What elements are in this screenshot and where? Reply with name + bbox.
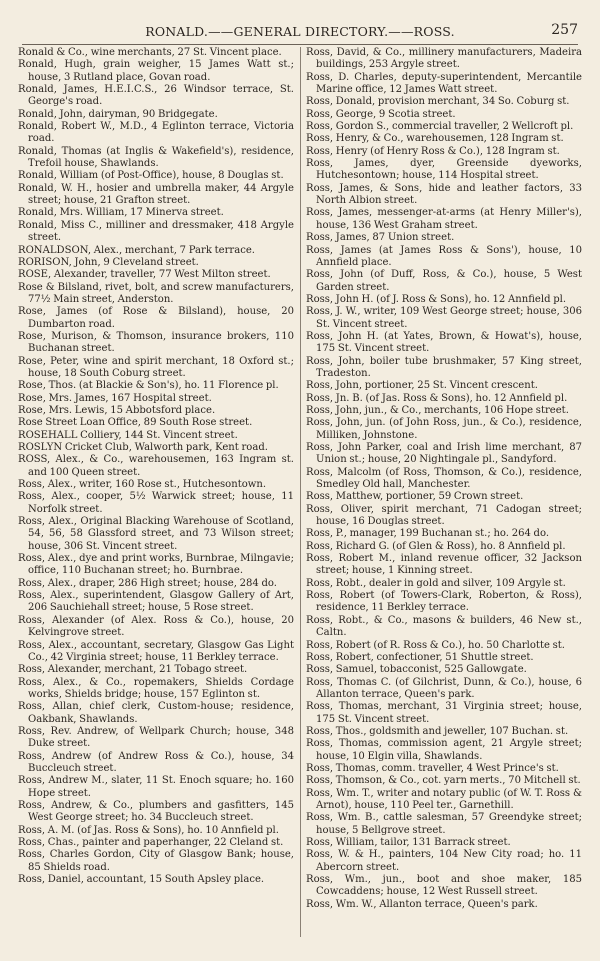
directory-entry: Ross, Malcolm (of Ross, Thomson, & Co.), residence, Smedley Old hall, Manchester.	[306, 466, 582, 491]
column-divider	[300, 47, 301, 937]
directory-entry: Ronald, James, H.E.I.C.S., 26 Windsor terrace, St. George's road.	[18, 84, 294, 108]
directory-entry: Ross, Wm. W., Allanton terrace, Queen's park.	[306, 898, 538, 910]
directory-entry: Ross, Thomas, merchant, 31 Virginia street; house, 175 St. Vincent street.	[306, 701, 582, 725]
directory-entry: Ross, Andrew M., slater, 11 St. Enoch square; ho. 160 Hope street.	[18, 775, 294, 799]
directory-entry: Ronald, Robert W., M.D., 4 Eglinton terrace, Victoria road.	[18, 121, 294, 145]
directory-entry: Ross, James (at James Ross & Sons'), house, 10 Annfield place.	[306, 244, 582, 268]
directory-entry: Ross, William, tailor, 131 Barrack street.	[306, 837, 511, 848]
left-column	[18, 47, 294, 937]
directory-entry: Ross, A. M. (of Jas. Ross & Sons), ho. 10 Annfield pl.	[18, 824, 279, 836]
directory-entry: Ronald, William (of Post-Office), house, 8 Douglas st.	[18, 170, 284, 182]
directory-entry: Ross, Alex., & Co., ropemakers, Shields Cordage works, Shields bridge; house, 157 Eglinton st.	[18, 676, 294, 700]
directory-entry: Ross, Oliver, spirit merchant, 71 Cadogan street; house, 16 Douglas street.	[306, 503, 582, 528]
directory-entry: Ross, John H. (at Yates, Brown, & Howat's), house, 175 St. Vincent street.	[306, 330, 582, 355]
directory-entry: Ross, George, 9 Scotia street.	[306, 108, 456, 120]
directory-entry: Ronald, Miss C., milliner and dressmaker, 418 Argyle street.	[18, 219, 294, 244]
directory-entry: Ross, Jn. B. (of Jas. Ross & Sons), ho. 12 Annfield pl.	[306, 392, 568, 404]
directory-entry: Ross, Donald, provision merchant, 34 So. Coburg st.	[306, 96, 570, 108]
directory-entry: Ross, Alexander (of Alex. Ross & Co.), house, 20 Kelvingrove street.	[18, 614, 294, 639]
directory-entry: Ross, Robert M., inland revenue officer, 32 Jackson street; house, 1 Kinning street.	[306, 553, 582, 577]
directory-entry: ROSS, Alex., & Co., warehousemen, 163 Ingram st. and 100 Queen street.	[18, 454, 294, 478]
directory-entry: Ross, Robt., & Co., masons & builders, 46 New st., Caltn.	[306, 614, 582, 639]
running-header	[22, 22, 578, 45]
directory-entry: Rose, Thos. (at Blackie & Son's), ho. 11 Florence pl.	[18, 380, 279, 392]
directory-entry: Ross, Chas., painter and paperhanger, 22 Cleland st.	[18, 837, 284, 848]
directory-entry: ROSEHALL Colliery, 144 St. Vincent street.	[18, 429, 238, 441]
directory-entry: ROSLYN Cricket Club, Walworth park, Kent road.	[18, 442, 268, 453]
directory-entry: Ross, John (of Duff, Ross, & Co.), house, 5 West Garden street.	[306, 269, 582, 293]
directory-entry: Ross, Andrew (of Andrew Ross & Co.), house, 34 Buccleuch street.	[18, 750, 294, 774]
directory-entry: Rose, Mrs. Lewis, 15 Abbotsford place.	[18, 404, 216, 416]
directory-entry: Ronald, Hugh, grain weigher, 15 James Watt st.; house, 3 Rutland place, Govan road.	[18, 59, 294, 83]
directory-entry: Ross, Henry (of Henry Ross & Co.), 128 Ingram st.	[306, 145, 560, 157]
directory-entry: Ross, Samuel, tobacconist, 525 Gallowgate.	[306, 664, 527, 676]
directory-entry: Ross, John Parker, coal and Irish lime merchant, 87 Union st.; house, 20 Nightingale pl., Sandyford.	[306, 442, 582, 466]
directory-entry: Ross, Robt., dealer in gold and silver, 109 Argyle st.	[306, 577, 566, 589]
directory-entry: Ross, Thomas, commission agent, 21 Argyle street; house, 10 Elgin villa, Shawlands.	[306, 738, 582, 762]
directory-entry: Ross, Rev. Andrew, of Wellpark Church; house, 348 Duke street.	[18, 725, 294, 750]
directory-entry: Ross, Wm. B., cattle salesman, 57 Greendyke street; house, 5 Bellgrove street.	[306, 812, 582, 836]
directory-entry: Ross, David, & Co., millinery manufacturers, Madeira buildings, 253 Argyle street.	[306, 47, 582, 71]
directory-entry: Rose, Mrs. James, 167 Hospital street.	[18, 392, 212, 404]
page-number: 257	[551, 22, 578, 38]
directory-entry: Ross, Gordon S., commercial traveller, 2 Wellcroft pl.	[306, 121, 574, 133]
right-column	[306, 47, 582, 937]
directory-entry: Ross, D. Charles, deputy-superintendent, Mercantile Marine office, 12 James Watt street.	[306, 71, 582, 96]
directory-entry: Ross, Robert (of Towers-Clark, Roberton, & Ross), residence, 11 Berkley terrace.	[306, 590, 582, 614]
directory-entry: Ross, W. & H., painters, 104 New City road; ho. 11 Abercorn street.	[306, 849, 582, 873]
directory-entry: RORISON, John, 9 Cleveland street.	[18, 256, 199, 268]
directory-entry: Ross, John, portioner, 25 St. Vincent crescent.	[306, 380, 538, 392]
directory-entry: Ross, Thos., goldsmith and jeweller, 107 Buchan. st.	[306, 725, 569, 737]
directory-entry: Ross, Robert, confectioner, 51 Shuttle street.	[306, 651, 534, 663]
directory-entry: Rose & Bilsland, rivet, bolt, and screw manufacturers, 77½ Main street, Anderston.	[18, 281, 294, 305]
directory-entry: Ronald, W. H., hosier and umbrella maker, 44 Argyle street; house, 21 Grafton street.	[18, 182, 294, 207]
directory-entry: Ross, Alex., accountant, secretary, Glasgow Gas Light Co., 42 Virginia street; house, 11 Berkley terrace.	[18, 639, 294, 663]
directory-entry: Ross, John, jun., & Co., merchants, 106 Hope street.	[306, 404, 569, 416]
directory-entry: Ronald, John, dairyman, 90 Bridgegate.	[18, 108, 218, 120]
directory-entry: Ross, Richard G. (of Glen & Ross), ho. 8 Annfield pl.	[306, 540, 566, 552]
directory-entry: Rose, Peter, wine and spirit merchant, 18 Oxford st.; house, 18 South Coburg street.	[18, 355, 294, 379]
directory-entry: Ross, James, messenger-at-arms (at Henry Miller's), house, 136 West Graham street.	[306, 207, 582, 231]
directory-entry: Ross, Daniel, accountant, 15 South Apsley place.	[18, 874, 265, 886]
directory-entry: Ross, J. W., writer, 109 West George street; house, 306 St. Vincent street.	[306, 306, 582, 330]
directory-entry: Ross, Alexander, merchant, 21 Tobago street.	[18, 664, 248, 676]
directory-entry: Ronald, Thomas (at Inglis & Wakefield's), residence, Trefoil house, Shawlands.	[18, 145, 294, 170]
directory-entry: ROSE, Alexander, traveller, 77 West Milton street.	[18, 269, 271, 281]
directory-entry: Ross, James, 87 Union street.	[306, 232, 455, 244]
directory-entry: Rose, James (of Rose & Bilsland), house, 20 Dumbarton road.	[18, 306, 294, 330]
directory-entry: Ross, Charles Gordon, City of Glasgow Bank; house, 85 Shields road.	[18, 849, 294, 873]
directory-entry: Ross, Alex., superintendent, Glasgow Gallery of Art, 206 Sauchiehall street; house, 5 Rose street.	[18, 590, 294, 614]
directory-entry: Ross, Matthew, portioner, 59 Crown street.	[306, 491, 524, 503]
directory-entry: Ross, James, dyer, Greenside dyeworks, Hutchesontown; house, 114 Hospital street.	[306, 158, 582, 182]
directory-entry: Ross, Robert (of R. Ross & Co.), ho. 50 Charlotte st.	[306, 639, 566, 651]
directory-entry: Ross, Alex., cooper, 5½ Warwick street; house, 11 Norfolk street.	[18, 491, 294, 515]
directory-entry: Ross, Thomas C. (of Gilchrist, Dunn, & Co.), house, 6 Allanton terrace, Queen's park.	[306, 676, 582, 700]
directory-entry: Ross, Wm., jun., boot and shoe maker, 185 Cowcaddens; house, 12 West Russell street.	[306, 874, 582, 898]
directory-entry: Ronald & Co., wine merchants, 27 St. Vincent place.	[18, 47, 282, 58]
directory-entry: Ross, Alex., Original Blacking Warehouse of Scotland, 54, 56, 58 Glassford street, and 73 Wilson street; house, 306 St. Vincent street.	[18, 516, 294, 552]
running-title: RONALD.——GENERAL DIRECTORY.——ROSS.	[145, 24, 455, 39]
directory-entry: Ross, Thomas, comm. traveller, 4 West Prince's st.	[306, 762, 559, 774]
directory-entry: Ross, Alex., draper, 286 High street; house, 284 do.	[18, 577, 277, 589]
directory-entry: Ross, James, & Sons, hide and leather factors, 33 North Albion street.	[306, 182, 582, 207]
directory-entry: Ross, Wm. T., writer and notary public (of W. T. Ross & Arnot), house, 110 Peel ter., Garnethill.	[306, 787, 582, 811]
directory-entry: Ross, Andrew, & Co., plumbers and gasfitters, 145 West George street; ho. 34 Buccleuch street.	[18, 799, 294, 824]
directory-entry: Ross, Thomson, & Co., cot. yarn merts., 70 Mitchell st.	[306, 775, 581, 787]
directory-columns	[18, 47, 586, 937]
directory-entry: Ross, Alex., writer, 160 Rose st., Hutchesontown.	[18, 479, 267, 491]
directory-entry: Ross, John H. (of J. Ross & Sons), ho. 12 Annfield pl.	[306, 293, 567, 305]
directory-entry: RONALDSON, Alex., merchant, 7 Park terrace.	[18, 244, 255, 256]
directory-entry: Ross, Alex., dye and print works, Burnbrae, Milngavie; office, 110 Buchanan street; ho. Burnbrae.	[18, 553, 294, 577]
directory-entry: Rose Street Loan Office, 89 South Rose street.	[18, 417, 253, 429]
directory-entry: Ross, Allan, chief clerk, Custom-house; residence, Oakbank, Shawlands.	[18, 701, 294, 725]
directory-entry: Ronald, Mrs. William, 17 Minerva street.	[18, 207, 224, 219]
directory-entry: Ross, John, jun. (of John Ross, jun., & Co.), residence, Milliken, Johnstone.	[306, 417, 582, 441]
directory-entry: Ross, P., manager, 199 Buchanan st.; ho. 264 do.	[306, 528, 550, 540]
directory-entry: Ross, John, boiler tube brushmaker, 57 King street, Tradeston.	[306, 355, 582, 379]
directory-entry: Rose, Murison, & Thomson, insurance brokers, 110 Buchanan street.	[18, 330, 294, 355]
directory-entry: Ross, Henry, & Co., warehousemen, 128 Ingram st.	[306, 133, 564, 145]
